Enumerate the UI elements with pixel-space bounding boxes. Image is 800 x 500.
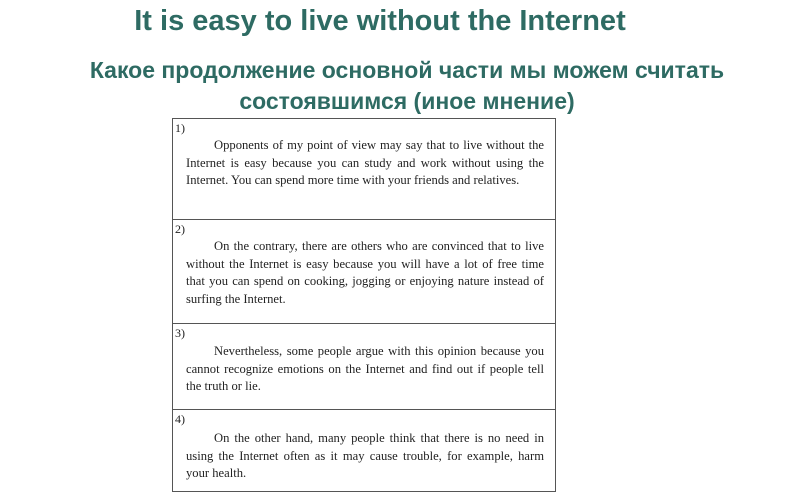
slide-title: It is easy to live without the Internet	[134, 5, 626, 37]
option-number: 2)	[175, 222, 185, 236]
option-text: On the contrary, there are others who are convinced that to live without the Internet is easy because you will have a lot of free time that you can spend on cooking, jogging or enjoying nature instead of surfing the Internet.	[186, 239, 544, 306]
option-text: Opponents of my point of view may say that to live without the Internet is easy because you can study and work without using the Internet. You can spend more time with your friends and relatives.	[186, 138, 544, 187]
option-number: 1)	[175, 121, 185, 135]
options-table	[172, 118, 556, 492]
option-cell-3	[173, 324, 555, 410]
option-number: 3)	[175, 326, 185, 340]
option-cell-1	[173, 119, 555, 220]
option-text: Nevertheless, some people argue with this opinion because you cannot recognize emotions on the Internet and find out if people tell the truth or lie.	[186, 344, 544, 393]
option-number: 4)	[175, 412, 185, 426]
slide-subtitle: Какое продолжение основной части мы можем считать состоявшимся (иное мнение)	[89, 57, 725, 114]
option-cell-4	[173, 410, 555, 492]
option-cell-2	[173, 220, 555, 324]
option-text: On the other hand, many people think that there is no need in using the Internet often as it may cause trouble, for example, harm your health.	[186, 431, 544, 480]
